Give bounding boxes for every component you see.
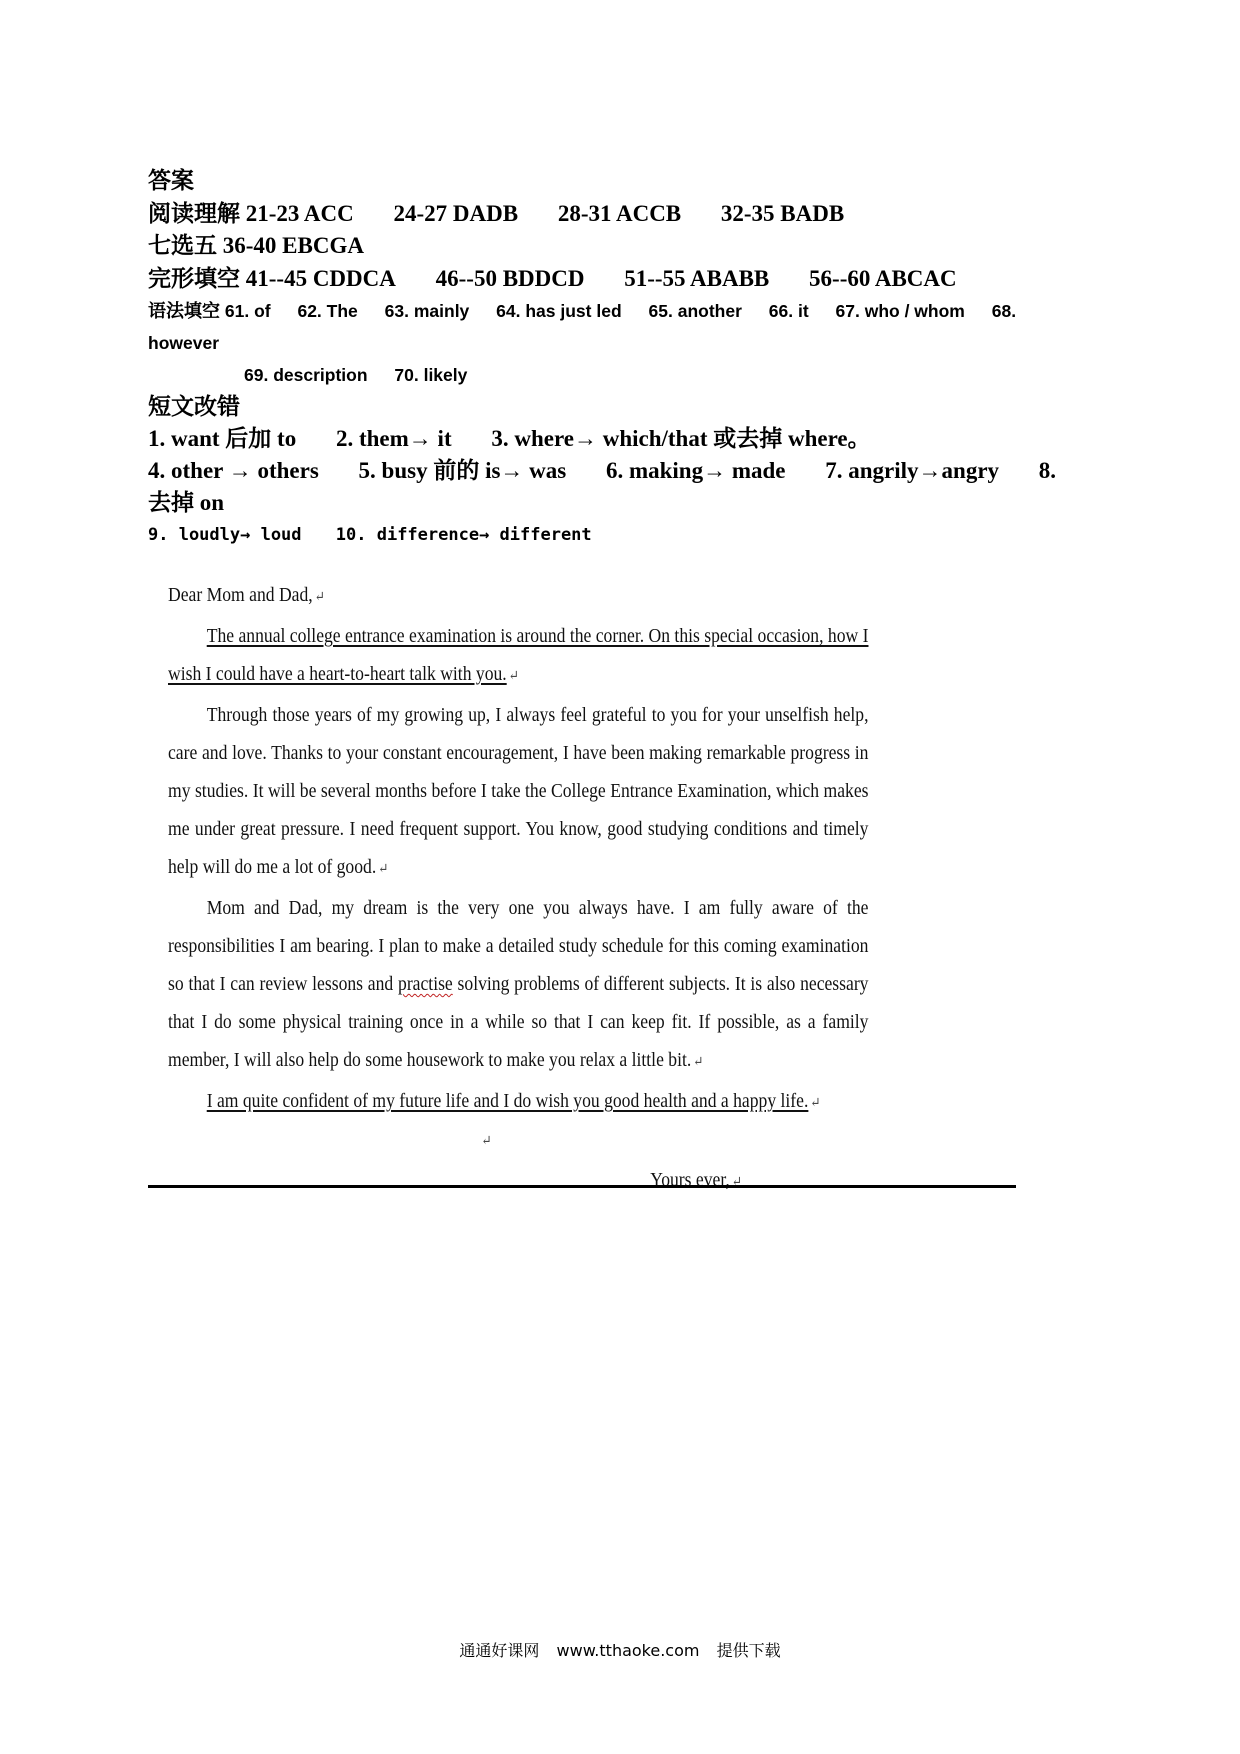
correction-item: 5. busy 前的 is→ was <box>358 458 567 483</box>
correction-line-4 <box>148 519 1108 551</box>
seven-choice-item: 36-40 EBCGA <box>222 233 364 258</box>
letter-salutation: Dear Mom and Dad, ↵ <box>168 584 325 606</box>
reading-item: 21-23 ACC <box>245 201 354 226</box>
correction-item: 9. loudly→ loud <box>148 525 302 545</box>
horizontal-rule <box>148 1185 1016 1188</box>
paragraph-mark: ↵ <box>314 590 325 605</box>
answer-key <box>148 164 1108 551</box>
grammar-item: 64. has just led <box>496 301 622 321</box>
grammar-item: however <box>148 333 219 353</box>
correction-item: 3. where→ which/that 或去掉 where。 <box>491 426 871 451</box>
empty-paragraph-mark: ↵ <box>481 1134 492 1149</box>
reading-item: 24-27 DADB <box>393 201 519 226</box>
seven-choice-label: 七选五 <box>148 233 217 258</box>
cloze-item: 56--60 ABCAC <box>809 266 957 291</box>
grammar-item: 66. it <box>768 301 809 321</box>
page-footer <box>0 1638 1240 1661</box>
paragraph-mark: ↵ <box>508 669 519 684</box>
correction-item: 7. angrily→angry <box>825 458 1000 483</box>
grammar-label: 语法填空 <box>148 301 220 322</box>
cloze-item: 51--55 ABABB <box>624 266 770 291</box>
seven-choice-answers <box>148 230 1108 262</box>
answer-title: 答案 <box>148 168 194 193</box>
cloze-answers <box>148 262 1108 295</box>
correction-line-1 <box>148 423 1108 455</box>
letter-paragraph-1: The annual college entrance examination is around the corner. On this special occasion, how I wish I could have a heart-to-heart talk with you. ↵ <box>168 625 869 685</box>
grammar-answers-wrap <box>148 327 1108 359</box>
cloze-label: 完形填空 <box>148 266 240 291</box>
letter-paragraph-2: Through those years of my growing up, I always feel grateful to you for your unselfish help, care and love. Thanks to your constant encouragement, I have been making remarkable progress in my studies. It will be several months before I take the College Entrance Examination, which makes me under great pressure. I need frequent support. You know, good studying conditions and timely help will do me a lot of good. ↵ <box>168 704 869 878</box>
correction-label: 短文改错 <box>148 394 240 419</box>
reading-item: 32-35 BADB <box>720 201 845 226</box>
paragraph-mark: ↵ <box>378 862 389 877</box>
sample-letter <box>168 576 868 1199</box>
correction-item: 8. <box>1038 458 1057 483</box>
grammar-item: 68. <box>991 301 1017 321</box>
correction-item: 2. them→ it <box>335 426 452 451</box>
grammar-item: 65. another <box>648 301 742 321</box>
footer-site-name: 通通好课网 <box>459 1641 540 1660</box>
correction-item: 1. want 后加 to <box>148 426 297 451</box>
reading-answers <box>148 197 1108 230</box>
grammar-item: 70. likely <box>394 365 468 385</box>
paragraph-mark: ↵ <box>731 1175 742 1190</box>
correction-item: 6. making→ made <box>605 458 786 483</box>
grammar-item: 69. description <box>244 365 368 385</box>
spellcheck-word: practise <box>398 973 453 995</box>
letter-paragraph-4: I am quite confident of my future life and I do wish you good health and a happy life. ↵ <box>206 1090 821 1112</box>
grammar-item: 63. mainly <box>384 301 470 321</box>
correction-line-2 <box>148 455 1108 487</box>
letter-paragraph-3: Mom and Dad, my dream is the very one you always have. I am fully aware of the responsibilities I am bearing. I plan to make a detailed study schedule for this coming examination so that I can review lessons and practise solving problems of different subjects. It is also necessary that I do some physical training once in a while so that I can keep fit. If possible, as a family member, I will also help do some housework to make you relax a little bit. ↵ <box>168 897 869 1071</box>
grammar-item: 62. The <box>297 301 358 321</box>
grammar-answers <box>148 295 1108 327</box>
footer-url: www.tthaoke.com <box>556 1641 700 1660</box>
letter-closing: Yours ever, ↵ <box>650 1169 742 1191</box>
correction-item: 4. other → others <box>148 458 319 483</box>
cloze-item: 41--45 CDDCA <box>245 266 396 291</box>
reading-item: 28-31 ACCB <box>557 201 682 226</box>
cloze-item: 46--50 BDDCD <box>435 266 585 291</box>
reading-label: 阅读理解 <box>148 201 240 226</box>
paragraph-mark: ↵ <box>810 1096 821 1111</box>
correction-line-3: 去掉 on <box>148 490 225 515</box>
grammar-item: 61. of <box>224 301 271 321</box>
correction-item: 10. difference→ different <box>335 525 592 545</box>
grammar-answers-line3 <box>148 359 1108 391</box>
paragraph-mark: ↵ <box>693 1055 704 1070</box>
footer-action: 提供下载 <box>716 1641 781 1660</box>
grammar-item: 67. who / whom <box>835 301 965 321</box>
